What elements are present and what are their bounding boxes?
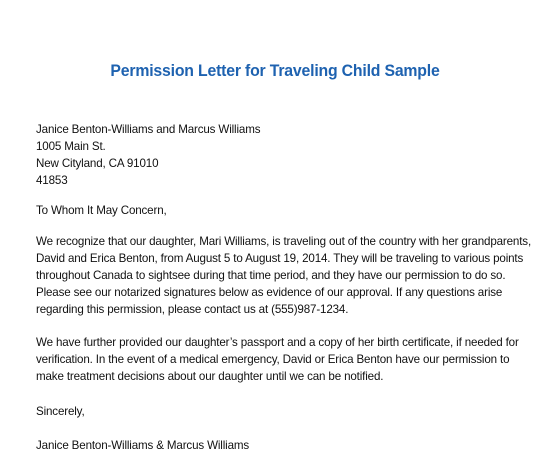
sender-code: 41853 <box>36 174 68 187</box>
letter-body <box>36 121 536 454</box>
sender-street: 1005 Main St. <box>36 140 106 153</box>
salutation: To Whom It May Concern, <box>36 204 167 217</box>
signature: Janice Benton-Williams & Marcus Williams <box>36 439 250 452</box>
page-title: Permission Letter for Traveling Child Sample <box>110 61 440 80</box>
sender-name: Janice Benton-Williams and Marcus Williams <box>36 123 261 136</box>
sender-address <box>36 121 536 189</box>
closing: Sincerely, <box>36 405 85 418</box>
body-paragraph-1: We recognize that our daughter, Mari Williams, is traveling out of the country with her grandparents, David and Erica Benton, from August 5 to August 19, 2014. They will be traveling to various points throughout Canada to sightsee during that time period, and they have our permission to do so. Please see our notarized signatures below as evidence of our approval. If any questions arise regarding this permission, please contact us at (555)987-1234. <box>36 235 532 316</box>
sender-city: New Cityland, CA 91010 <box>36 157 159 170</box>
body-paragraph-2: We have further provided our daughter’s passport and a copy of her birth certificate, if needed for verification. In the event of a medical emergency, David or Erica Benton have our permission to make treatment decisions about our daughter until we can be notified. <box>36 336 519 383</box>
